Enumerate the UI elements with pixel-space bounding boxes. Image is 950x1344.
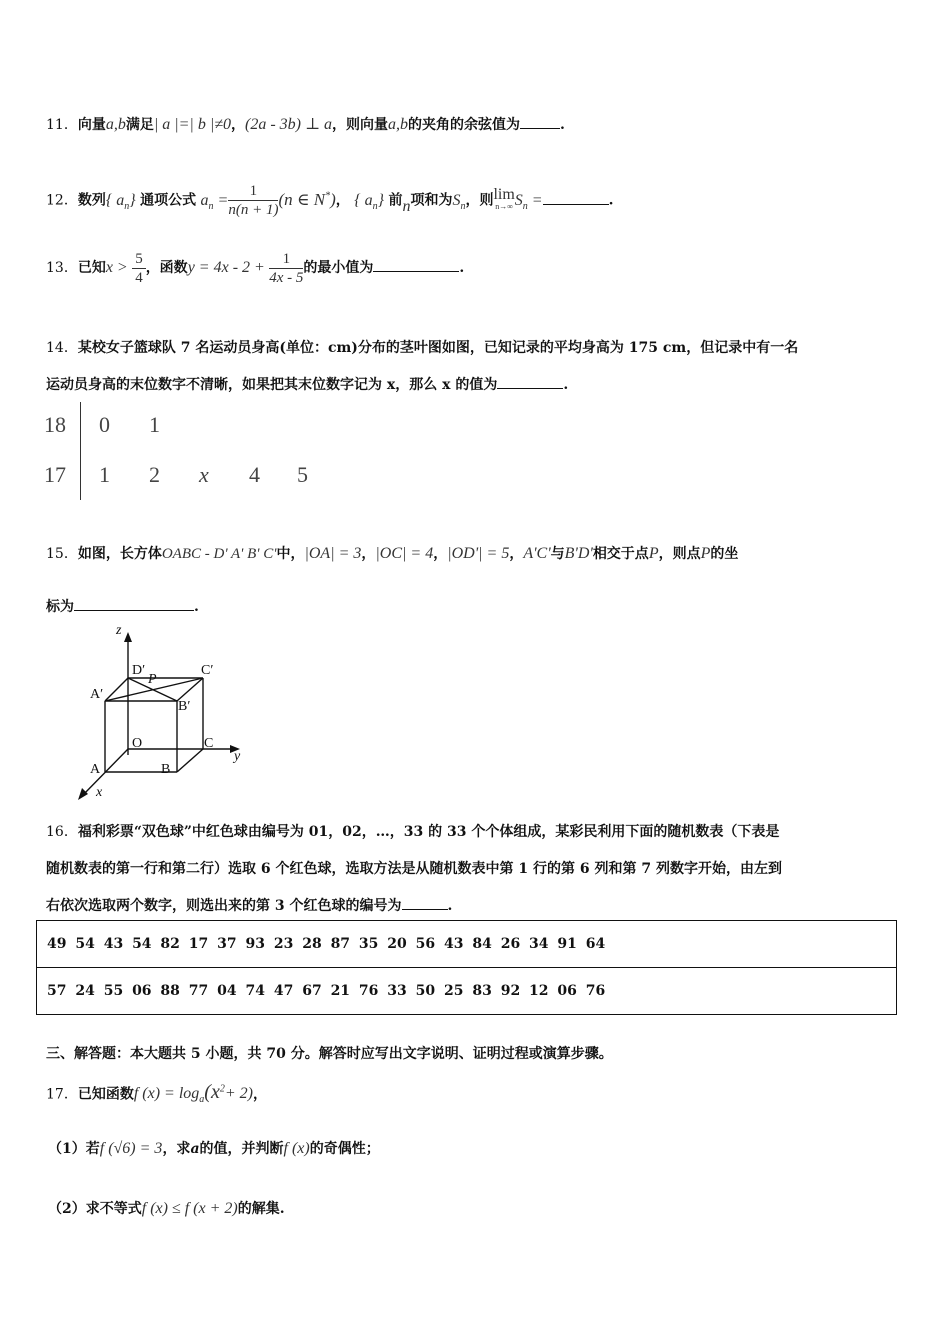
text: 随机数表的第一行和第二行）选取 6 个红色球，选取方法是从随机数表中第 1 行的第 6 列和第 7 列数字开始，由左到 — [46, 861, 782, 877]
text: 福利彩票“双色球”中红色球由编号为 01，02，…，33 的 33 个个体组成，某彩民利用下面的随机数表（下表是 — [77, 824, 780, 840]
label-Bp: B′ — [178, 699, 191, 714]
text: ，则点 — [658, 546, 701, 562]
section-3-header — [46, 1044, 613, 1064]
leaf-value: x — [199, 462, 209, 487]
text: 项和为 — [410, 192, 453, 209]
leaf-value: 0 — [99, 412, 110, 437]
text: 的最小值为 — [303, 260, 374, 276]
math-condition: | a |=| b |≠0 — [153, 116, 231, 133]
text: ，函数 — [145, 260, 188, 276]
label-y: y — [234, 749, 241, 764]
edge-ApDp — [105, 678, 128, 701]
math-length: |OD'| = 5 — [447, 545, 510, 562]
stem-value: 18 — [44, 412, 66, 437]
text: 已知函数 — [77, 1086, 134, 1103]
text: 某校女子篮球队 7 名运动员身高(单位：cm)分布的茎叶图如图，已知记录的平均身高为 175 cm，但记录中有一名 — [77, 340, 799, 356]
question-11 — [46, 114, 565, 135]
question-number: 13． — [46, 260, 78, 276]
stem-divider — [80, 402, 81, 500]
text: ， — [361, 546, 376, 562]
random-number-table — [36, 920, 897, 1015]
question-15 — [46, 544, 738, 564]
label-Cp: C′ — [201, 663, 214, 678]
text: 数列 — [77, 192, 106, 209]
x-arrow — [78, 788, 88, 800]
question-number: 15． — [46, 546, 78, 562]
math-limit: lim n→∞ — [493, 185, 515, 211]
text: 如图，长方体 — [77, 546, 162, 562]
math-inequality: x > — [105, 259, 128, 276]
leaf-value: 4 — [249, 462, 260, 487]
leaf-value: 1 — [149, 412, 160, 437]
text: . — [459, 260, 465, 276]
fraction: $\frac{1}{n(n + 1)}$ — [228, 183, 279, 219]
z-arrow — [124, 632, 132, 642]
text: a — [190, 1141, 200, 1157]
text: ，则 — [465, 192, 494, 209]
answer-blank — [74, 596, 194, 611]
text: ， — [252, 1086, 267, 1103]
question-13 — [46, 248, 464, 288]
text: ，则向量 — [332, 117, 389, 133]
leaf-value: 5 — [297, 462, 308, 487]
label-Dp: D′ — [132, 663, 146, 678]
question-16 — [46, 814, 782, 925]
text: 前 — [388, 192, 403, 209]
cuboid-figure — [70, 618, 260, 808]
text: 与 — [550, 546, 565, 562]
stem-row — [44, 412, 160, 438]
text: 的夹角的余弦值为 — [408, 117, 521, 133]
text: ， — [335, 192, 350, 209]
math-function: f (x) — [283, 1140, 310, 1157]
text: 运动员身高的末位数字不清晰，如果把其末位数字记为 x，那么 x 的值为 — [46, 377, 498, 393]
math-segment: B'D' — [564, 545, 593, 562]
answer-blank — [402, 895, 448, 910]
question-14 — [46, 330, 798, 404]
question-number: 16． — [46, 824, 78, 840]
table-cell: 57 24 55 06 88 77 04 74 47 67 21 76 33 50 25 83 92 12 06 76 — [37, 968, 897, 1015]
text: （2）求不等式 — [48, 1201, 142, 1217]
text: . — [608, 192, 614, 209]
math-condition: f (√6) = 3 — [99, 1140, 163, 1157]
text: 右依次选取两个数字，则选出来的第 3 个红色球的编号为 — [46, 898, 402, 914]
text: 标为 — [46, 599, 74, 615]
math-length: |OC| = 4 — [375, 545, 434, 562]
label-B: B — [161, 762, 171, 777]
math-cuboid: OABC - D' A' B' C' — [161, 546, 277, 562]
label-P: P — [148, 672, 157, 687]
text: . — [447, 898, 453, 914]
math-point: P — [648, 545, 659, 562]
math-sn: $S_n$ = — [514, 191, 543, 212]
text: . — [560, 117, 565, 133]
math-function: y = 4x - 2 + — [187, 259, 265, 276]
text: 的值，并判断 — [199, 1141, 284, 1157]
math-sequence: { $a_n$} — [105, 191, 136, 212]
question-17-part1 — [48, 1134, 380, 1164]
math-n: n — [402, 197, 411, 215]
answer-blank — [373, 257, 459, 272]
math-perpendicular: (2a - 3b) ⊥ a — [245, 116, 333, 133]
question-number: 17． — [46, 1086, 78, 1103]
text: . — [563, 377, 569, 393]
text: ， — [433, 546, 448, 562]
stem-value: 17 — [44, 462, 66, 487]
fraction: $\frac{1}{4x - 5}$ — [269, 250, 304, 286]
question-number: 14． — [46, 340, 78, 356]
text: 通项公式 — [140, 192, 197, 209]
text: 满足 — [125, 117, 154, 133]
text: ，求 — [162, 1141, 191, 1157]
section-title: 三、解答题：本大题共 5 小题，共 70 分。解答时应写出文字说明、证明过程或演算步骤。 — [46, 1046, 613, 1062]
math-function: f $(x) = \log_a(x^2+ 2)$ — [133, 1081, 253, 1106]
question-number: 12． — [46, 192, 78, 209]
table-row — [37, 921, 897, 968]
question-17 — [46, 1072, 267, 1119]
math-domain: (n ∈ N*) — [278, 189, 336, 209]
question-17-part2 — [48, 1194, 285, 1224]
text: 已知 — [77, 260, 106, 276]
math-vectors: a,b — [388, 116, 409, 133]
label-C: C — [204, 736, 214, 751]
label-A: A — [90, 762, 101, 777]
text: . — [194, 599, 199, 615]
math-sn: $S_n$ — [452, 191, 466, 212]
text: 的奇偶性； — [309, 1141, 380, 1157]
math-an: $a_n$ = — [200, 191, 229, 212]
question-number: 11． — [46, 117, 78, 133]
text: ， — [509, 546, 524, 562]
label-O: O — [132, 736, 143, 751]
label-z: z — [116, 623, 122, 638]
math-inequality: f (x) ≤ f (x + 2) — [141, 1200, 238, 1217]
stem-row — [44, 462, 308, 488]
answer-blank — [543, 190, 609, 205]
label-x: x — [96, 785, 103, 800]
math-segment: A'C' — [523, 545, 551, 562]
text: 的坐 — [710, 546, 739, 562]
text: 的解集. — [237, 1201, 285, 1217]
edge-BC — [177, 749, 203, 772]
text: 向量 — [77, 117, 106, 133]
answer-blank — [497, 374, 563, 389]
label-Ap: A′ — [90, 687, 104, 702]
answer-blank — [520, 114, 560, 129]
question-15-line2 — [46, 596, 199, 617]
question-12 — [46, 176, 613, 227]
math-length: |OA| = 3 — [304, 545, 362, 562]
math-sequence: { $a_n$} — [354, 191, 384, 212]
table-cell: 49 54 43 54 82 17 37 93 23 28 87 35 20 56 43 84 26 34 91 64 — [37, 921, 897, 968]
table-row — [37, 968, 897, 1015]
leaf-value: 1 — [99, 462, 110, 487]
leaf-value: 2 — [149, 462, 160, 487]
text: 相交于点 — [592, 546, 649, 562]
fraction: $\frac{5}{4}$ — [132, 250, 146, 287]
text: （1）若 — [48, 1141, 100, 1157]
text: ， — [231, 117, 245, 133]
math-point: P — [700, 545, 711, 562]
math-vectors: a,b — [105, 116, 126, 133]
text: 中， — [276, 546, 305, 562]
